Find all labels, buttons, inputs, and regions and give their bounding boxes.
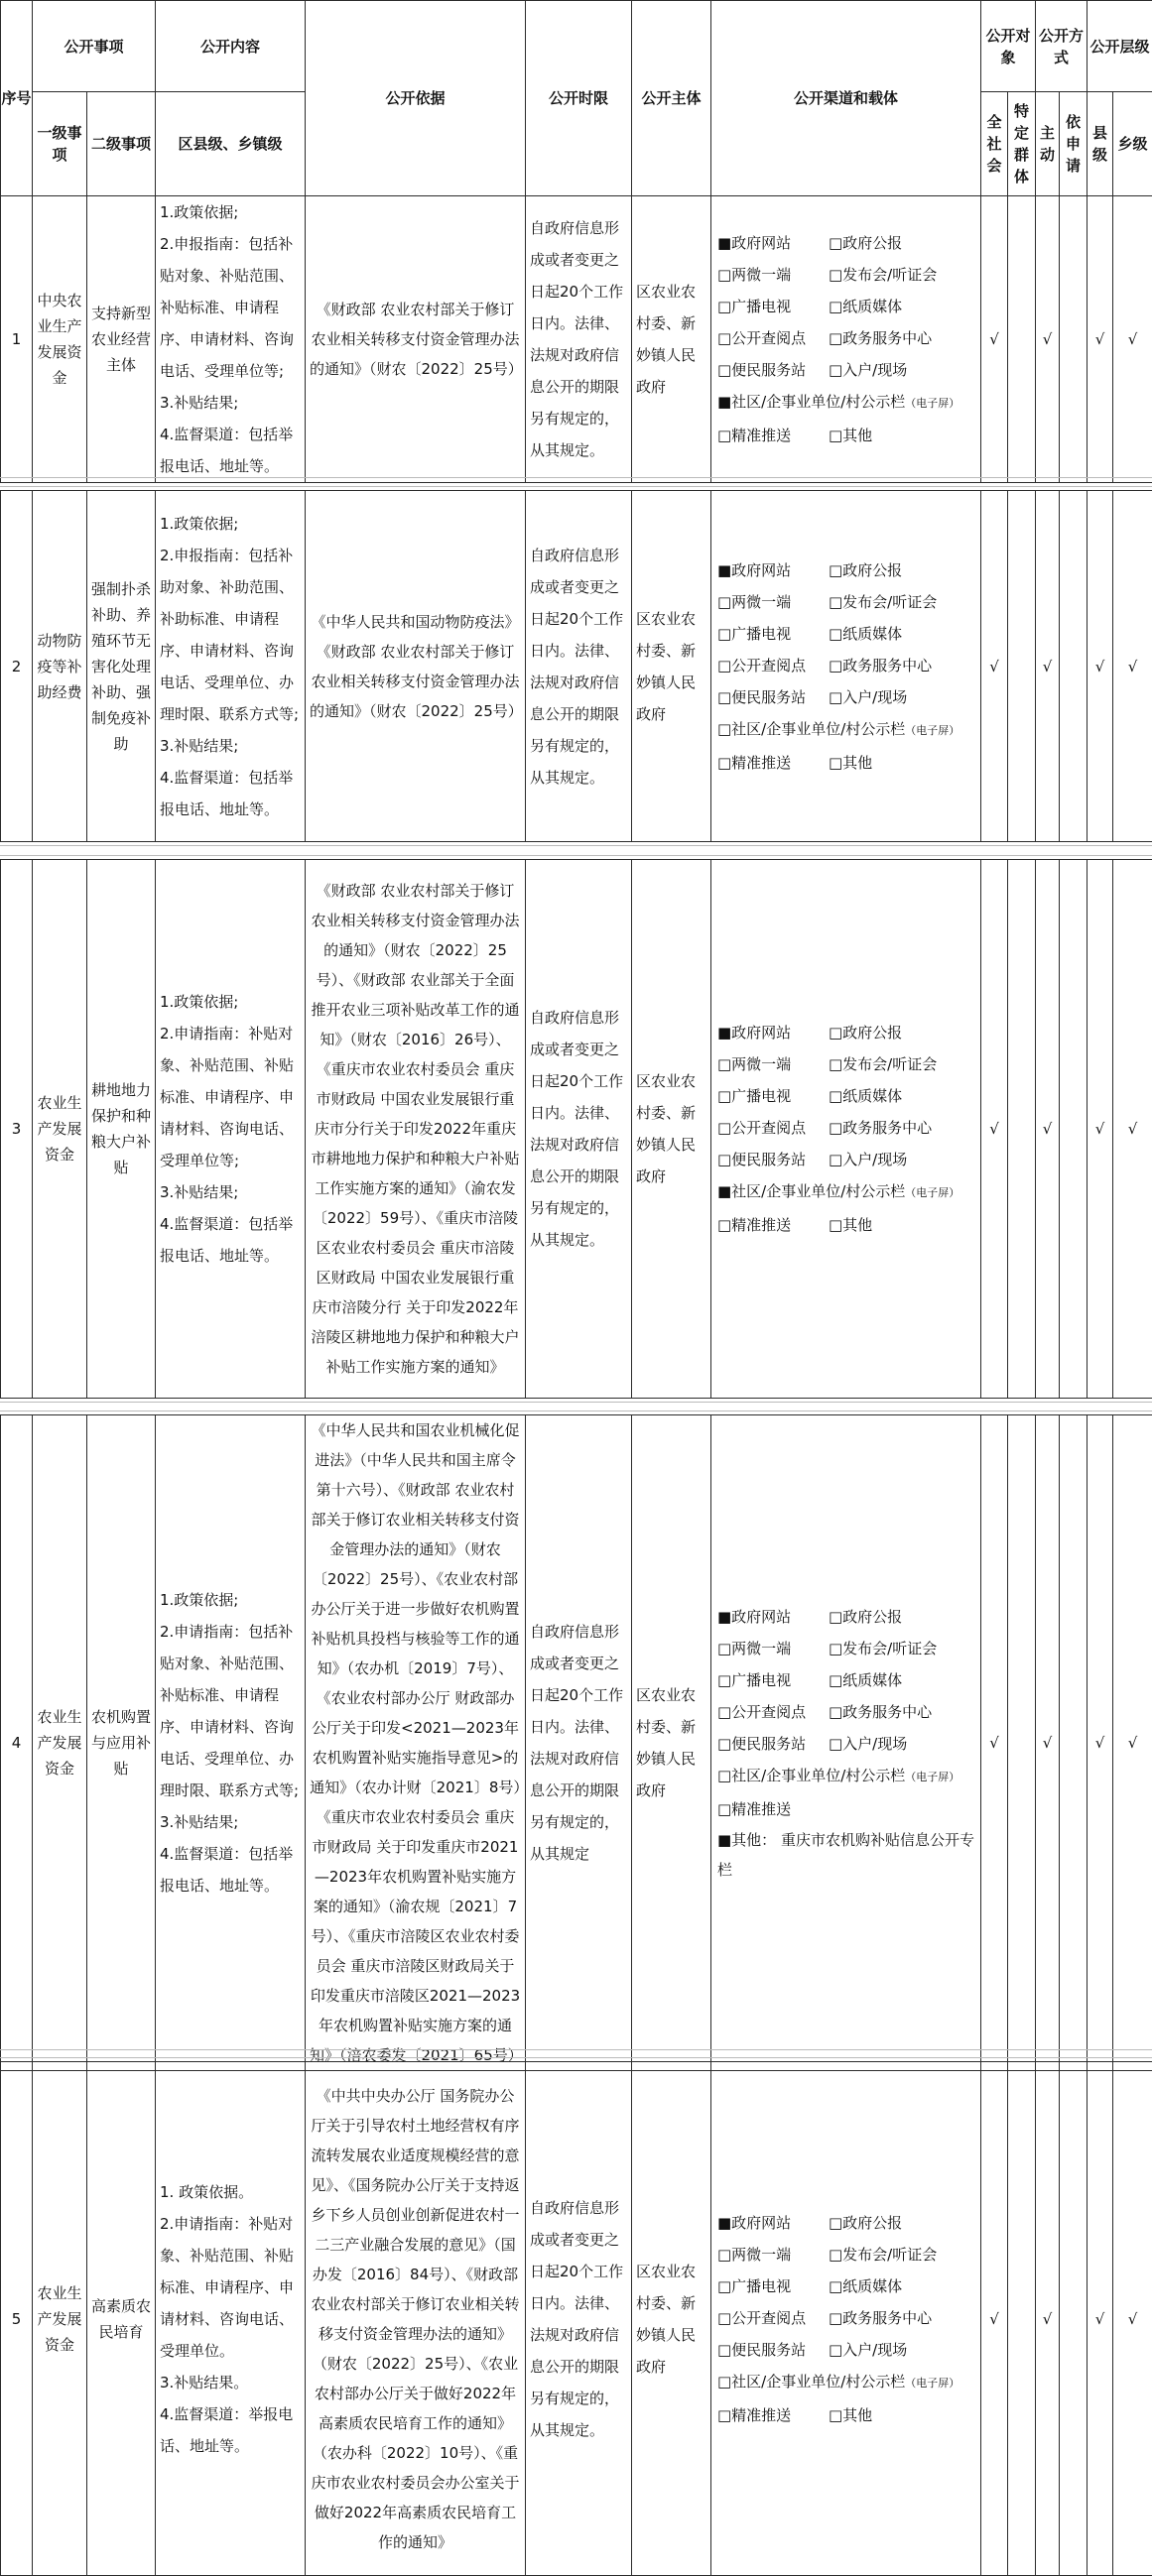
channel-row [717,1048,980,1080]
channel-option: □便民服务站 [717,1151,807,1168]
channel-option: ■政府网站 [717,234,792,252]
channel-community: ■社区/企事业单位/村公示栏（电子屏） [717,393,960,411]
content-line: 4.监督渠道：包括举报电话、地址等。 [160,1845,294,1895]
check-cell [1008,1415,1036,2071]
row-seq: 3 [1,860,33,1399]
row-time: 自政府信息形成或者变更之日起20个工作日内。法律、法规对政府信息公开的期限另有规定的，从其规定。 [526,196,632,483]
check-cell: √ [1036,860,1060,1399]
header-target-specific: 特定群体 [1008,92,1036,196]
content-line: 1.政策依据; [160,993,239,1011]
check-cell: √ [1113,196,1152,483]
page-break-divider [0,477,1152,487]
check-cell [1060,196,1088,483]
row-content [156,196,306,483]
row-subject: 区农业农村委、新妙镇人民政府 [632,491,711,842]
channel-row [717,586,980,618]
data-row-table [0,859,1152,1399]
check-cell: √ [1036,1415,1060,2071]
check-cell [1060,2062,1088,2576]
check-cell: √ [1036,196,1060,483]
check-cell: √ [1088,860,1113,1399]
channel-row [717,1728,980,1760]
channel-option: □纸质媒体 [829,1671,903,1689]
row-basis: 《财政部 农业农村部关于修订农业相关转移支付资金管理办法的通知》（财农〔2022〕25号）、《财政部 农业部关于全面推开农业三项补贴改革工作的通知》（财农〔2016〕26号）、《重庆市农业农村委员会 重庆市财政局 中国农业发展银行重庆市分行关于印发2022年重庆市耕地地力保护和种粮大户补贴工作实施方案的通知》（渝农发〔2022〕59号）、《重庆市涪陵区农业农村委员会 重庆市涪陵区财政局 中国农业发展银行重庆市涪陵分行 关于印发2022年涪陵区耕地地力保护和种粮大户补贴工作实施方案的通知》 [306,860,526,1399]
channel-community: □社区/企事业单位/村公示栏（电子屏） [717,2372,960,2391]
channel-option: □发布会/听证会 [829,2245,938,2264]
row-content [156,860,306,1399]
check-cell [1008,860,1036,1399]
channel-community: ■社区/企事业单位/村公示栏（电子屏） [717,1182,960,1200]
channel-note: （电子屏） [905,1186,960,1199]
header-subject: 公开主体 [632,1,711,196]
row-level1: 农业生产发展资金 [33,2062,87,2576]
channel-option: □两微一端 [717,1055,792,1073]
check-cell [1060,860,1088,1399]
header-table [0,0,1152,196]
channel-row [717,227,980,259]
channel-option: □精准推送 [717,1216,792,1234]
channel-row [717,650,980,681]
content-line: 4.监督渠道：包括举报电话、地址等。 [160,768,294,818]
content-line: 1. 政策依据。 [160,2182,254,2201]
header-content: 公开内容 [156,1,306,92]
channel-option: □两微一端 [717,2245,792,2264]
content-line: 4.监督渠道：包括举报电话、地址等。 [160,1215,294,1265]
row-seq: 1 [1,196,33,483]
row-level1: 农业生产发展资金 [33,860,87,1399]
channel-row [717,354,980,386]
content-line: 1.政策依据; [160,203,239,221]
row-subject: 区农业农村委、新妙镇人民政府 [632,1415,711,2071]
channel-option: □入户/现场 [829,1151,908,1168]
row-seq: 2 [1,491,33,842]
header-tier: 公开层级 [1088,1,1152,92]
channel-other: ■其他： 重庆市农机购补贴信息公开专栏 [717,1831,974,1879]
channel-option: □便民服务站 [717,2340,807,2359]
channel-option: □公开查阅点 [717,329,807,347]
content-line: 3.补贴结果; [160,1183,239,1201]
row-level1: 中央农业生产发展资金 [33,196,87,483]
row-basis: 《中华人民共和国动物防疫法》《财政部 农业农村部关于修订农业相关转移支付资金管理办法的通知》（财农〔2022〕25号） [306,491,526,842]
row-channels [711,491,981,842]
content-line: 2.申请指南：补贴对象、补贴范围、补贴标准、申请程序、申请材料、咨询电话、受理单位。 [160,2214,295,2360]
row-seq: 4 [1,1415,33,2071]
channel-option: □纸质媒体 [829,1087,903,1105]
content-line: 3.补贴结果; [160,394,239,412]
page-break-divider [0,845,1152,856]
channel-option: □入户/现场 [829,2340,908,2359]
channel-option: □精准推送 [717,2405,792,2424]
row-time: 自政府信息形成或者变更之日起20个工作日内。法律、法规对政府信息公开的期限另有规定的，从其规定 [526,1415,632,2071]
channel-option: □两微一端 [717,1640,792,1657]
channel-option: □发布会/听证会 [829,266,938,284]
channel-row [717,2399,980,2431]
row-subject: 区农业农村委、新妙镇人民政府 [632,860,711,1399]
header-tier-county: 县级 [1088,92,1113,196]
channel-option: □公开查阅点 [717,1703,807,1721]
data-row-table [0,1414,1152,2071]
channel-row [717,1664,980,1696]
channel-option: □纸质媒体 [829,298,903,315]
channel-row [717,259,980,291]
row-channels [711,196,981,483]
content-line: 2.申报指南：包括补助对象、补助范围、补助标准、申请程序、申请材料、咨询电话、受理单位、办理时限、联系方式等; [160,546,300,723]
channel-option: ■政府网站 [717,1608,792,1626]
data-row-table [0,490,1152,842]
channel-option: □政务服务中心 [829,656,933,675]
channel-option: □政务服务中心 [829,2308,933,2327]
channel-option: □政府公报 [829,560,903,579]
row-channels [711,1415,981,2071]
check-cell [1008,196,1036,483]
channel-option: □两微一端 [717,592,792,611]
header-target-all: 全社会 [981,92,1008,196]
row-level2: 耕地地力保护和种粮大户补贴 [87,860,156,1399]
channel-row [717,681,980,713]
channel-option: □便民服务站 [717,1735,807,1753]
channel-note: （电子屏） [905,1771,960,1783]
row-level1: 动物防疫等补助经费 [33,491,87,842]
header-channel: 公开渠道和载体 [711,1,981,196]
data-row-table [0,2061,1152,2576]
header-level2: 二级事项 [87,92,156,196]
check-cell [1060,1415,1088,2071]
header-matter: 公开事项 [33,1,156,92]
check-cell: √ [1113,860,1152,1399]
channel-option: □精准推送 [717,1800,792,1818]
channel-row [717,1633,980,1664]
check-cell: √ [981,1415,1008,2071]
check-cell [1008,2062,1036,2576]
check-cell: √ [981,491,1008,842]
channel-row [717,2302,980,2334]
content-line: 1.政策依据; [160,1591,239,1609]
check-cell: √ [1036,2062,1060,2576]
header-time: 公开时限 [526,1,632,196]
header-target: 公开对象 [981,1,1036,92]
row-basis: 《中共中央办公厅 国务院办公厅关于引导农村土地经营权有序流转发展农业适度规模经营的意见》、《国务院办公厅关于支持返乡下乡人员创业创新促进农村一二三产业融合发展的意见》（国办发〔2016〕84号）、《财政部 农业农村部关于修订农业相关转移支付资金管理办法的通知》（财农〔2022〕25号）、《农业农村部办公厅关于做好2022年高素质农民培育工作的通知》（农办科〔2022〕10号）、《重庆市农业农村委员会办公室关于做好2022年高素质农民培育工作的通知》 [306,2062,526,2576]
content-line: 3.补贴结果; [160,736,239,755]
channel-row [717,1793,980,1825]
channel-option: □入户/现场 [829,361,908,379]
channel-row [717,747,980,779]
row-basis: 《财政部 农业农村部关于修订农业相关转移支付资金管理办法的通知》（财农〔2022〕25号） [306,196,526,483]
content-line: 2.申请指南：补贴对象、补贴范围、补贴标准、申请程序、申请材料、咨询电话、受理单位等; [160,1025,295,1169]
page-break-divider [0,1402,1152,1411]
channel-community: □社区/企事业单位/村公示栏（电子屏） [717,719,960,738]
channel-note: （电子屏） [905,2376,960,2390]
check-cell: √ [1088,196,1113,483]
channel-row [717,322,980,354]
check-cell [1060,491,1088,842]
row-content [156,2062,306,2576]
channel-row [717,420,980,451]
row-level2: 农机购置与应用补贴 [87,1415,156,2071]
page-break-divider [0,2049,1152,2058]
header-level1: 一级事项 [33,92,87,196]
content-line: 1.政策依据; [160,514,239,533]
check-cell: √ [981,196,1008,483]
check-cell [1008,491,1036,842]
row-level2: 强制扑杀补助、养殖环节无害化处理补助、强制免疫补助 [87,491,156,842]
channel-row [717,2334,980,2366]
channel-option: □公开查阅点 [717,2308,807,2327]
channel-option: □纸质媒体 [829,624,903,643]
channel-option: □政府公报 [829,1608,903,1626]
channel-option: □政务服务中心 [829,329,933,347]
channel-row [717,1080,980,1112]
row-level2: 支持新型农业经营主体 [87,196,156,483]
check-cell: √ [1036,491,1060,842]
channel-option: □入户/现场 [829,1735,908,1753]
content-line: 2.申请指南：包括补贴对象、补贴范围、补贴标准、申请程序、申请材料、咨询电话、受理单位、办理时限、联系方式等; [160,1623,300,1799]
header-seq: 序号 [1,1,33,196]
row-content [156,1415,306,2071]
row-time: 自政府信息形成或者变更之日起20个工作日内。法律、法规对政府信息公开的期限另有规定的，从其规定。 [526,491,632,842]
channel-option: □其他 [829,1216,873,1234]
channel-row [717,1209,980,1241]
check-cell: √ [1113,491,1152,842]
channel-row [717,618,980,650]
header-basis: 公开依据 [306,1,526,196]
channel-option: □广播电视 [717,298,792,315]
check-cell: √ [1113,2062,1152,2576]
row-content [156,491,306,842]
channel-option: □发布会/听证会 [829,592,938,611]
channel-row [717,2207,980,2239]
content-line: 3.补贴结果。 [160,2373,249,2392]
channel-option: □政府公报 [829,2213,903,2232]
channel-option: □广播电视 [717,2276,792,2295]
channel-option: □政务服务中心 [829,1119,933,1137]
row-time: 自政府信息形成或者变更之日起20个工作日内。法律、法规对政府信息公开的期限另有规定的，从其规定。 [526,2062,632,2576]
channel-option: □入户/现场 [829,687,908,706]
channel-option: □精准推送 [717,427,792,444]
channel-row [717,2270,980,2302]
channel-row [717,1696,980,1728]
channel-option: □发布会/听证会 [829,1055,938,1073]
check-cell: √ [981,860,1008,1399]
channel-option: □其他 [829,753,873,772]
row-level2: 高素质农民培育 [87,2062,156,2576]
channel-row [717,1112,980,1144]
row-level1: 农业生产发展资金 [33,1415,87,2071]
channel-option: □广播电视 [717,1671,792,1689]
channel-option: □便民服务站 [717,687,807,706]
channel-option: □其他 [829,2405,873,2424]
check-cell: √ [981,2062,1008,2576]
channel-note: （电子屏） [905,723,960,737]
channel-option: □公开查阅点 [717,1119,807,1137]
channel-row [717,1144,980,1175]
data-row-table [0,195,1152,483]
content-line: 4.监督渠道：包括举报电话、地址等。 [160,426,294,475]
header-method: 公开方式 [1036,1,1088,92]
channel-option: □两微一端 [717,266,792,284]
row-basis: 《中华人民共和国农业机械化促进法》（中华人民共和国主席令第十六号）、《财政部 农业农村部关于修订农业相关转移支付资金管理办法的通知》（财农〔2022〕25号）、《农业农村部办公厅关于进一步做好农机购置补贴机具投档与核验等工作的通知》（农办机〔2019〕7号）、《农业农村部办公厅 财政部办公厅关于印发<2021—2023年农机购置补贴实施指导意见>的通知》（农办计财〔2021〕8号）《重庆市农业农村委员会 重庆市财政局 关于印发重庆市2021—2023年农机购置补贴实施方案的通知》（渝农规〔2021〕7号）、《重庆市涪陵区农业农村委员会 重庆市涪陵区财政局关于印发重庆市涪陵区2021—2023年农机购置补贴实施方案的通知》（涪农委发〔2021〕65号） [306,1415,526,2071]
channel-option: □广播电视 [717,1087,792,1105]
channel-option: □精准推送 [717,753,792,772]
channel-option: ■政府网站 [717,2213,792,2232]
channel-option: □发布会/听证会 [829,1640,938,1657]
channel-option: ■政府网站 [717,1024,792,1042]
channel-option: □纸质媒体 [829,2276,903,2295]
channel-option: □便民服务站 [717,361,807,379]
channel-row [717,554,980,586]
row-channels [711,860,981,1399]
check-cell: √ [1088,2062,1113,2576]
row-time: 自政府信息形成或者变更之日起20个工作日内。法律、法规对政府信息公开的期限另有规定的，从其规定。 [526,860,632,1399]
channel-row [717,2239,980,2270]
content-line: 4.监督渠道：举报电话、地址等。 [160,2404,294,2455]
content-line: 2.申报指南：包括补贴对象、补贴范围、补贴标准、申请程序、申请材料、咨询电话、受理单位等; [160,235,295,380]
channel-community: □社区/企事业单位/村公示栏（电子屏） [717,1767,960,1784]
channel-option: □政府公报 [829,1024,903,1042]
header-content-sub: 区县级、乡镇级 [156,92,306,196]
header-method-apply: 依申请 [1060,92,1088,196]
header-method-active: 主动 [1036,92,1060,196]
row-channels [711,2062,981,2576]
channel-row [717,1601,980,1633]
channel-option: □公开查阅点 [717,656,807,675]
header-tier-town: 乡级 [1113,92,1152,196]
channel-row [717,1017,980,1048]
channel-option: ■政府网站 [717,560,792,579]
channel-note: （电子屏） [905,397,960,410]
channel-row [717,291,980,322]
check-cell: √ [1088,1415,1113,2071]
check-cell: √ [1113,1415,1152,2071]
channel-option: □其他 [829,427,873,444]
channel-option: □广播电视 [717,624,792,643]
channel-option: □政务服务中心 [829,1703,933,1721]
content-line: 3.补贴结果; [160,1813,239,1831]
channel-option: □政府公报 [829,234,903,252]
row-subject: 区农业农村委、新妙镇人民政府 [632,2062,711,2576]
check-cell: √ [1088,491,1113,842]
row-subject: 区农业农村委、新妙镇人民政府 [632,196,711,483]
row-seq: 5 [1,2062,33,2576]
